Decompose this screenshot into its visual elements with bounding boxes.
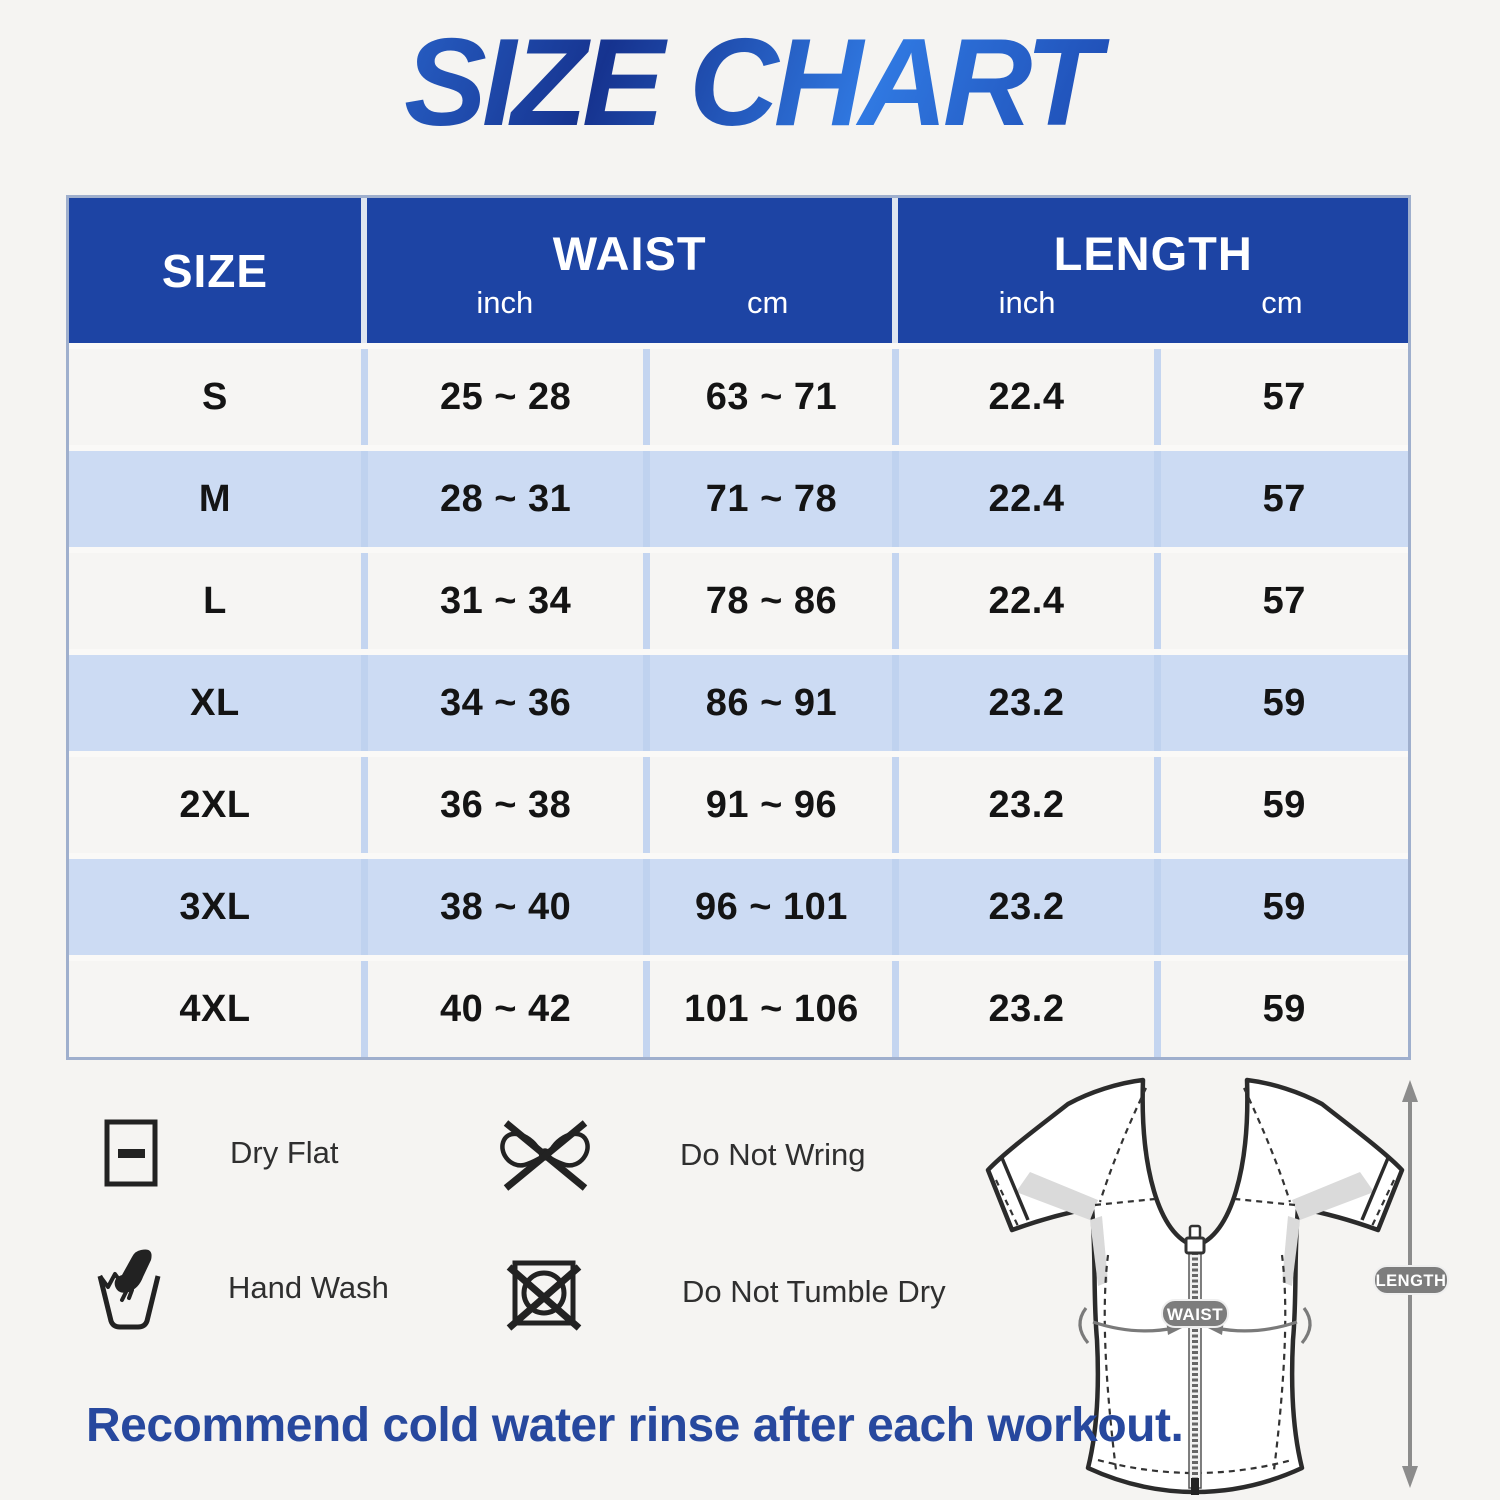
cell-length-cm: 59 <box>1154 961 1408 1057</box>
care-item-dry-flat <box>102 1118 339 1188</box>
cell-size: 4XL <box>179 987 251 1030</box>
table-row-l <box>69 547 1408 649</box>
cell-waist-cm: 86 ~ 91 <box>643 655 892 751</box>
length-pill <box>1374 1266 1448 1294</box>
cell-length-inch: 22.4 <box>892 451 1153 547</box>
length-units <box>898 284 1408 320</box>
cell-size: S <box>202 375 228 418</box>
cell-waist-inch: 36 ~ 38 <box>361 757 644 853</box>
waist-units <box>367 284 893 320</box>
zipper <box>1186 1226 1204 1495</box>
waist-unit-inch: inch <box>476 284 534 320</box>
footer-note: Recommend cold water rinse after each workout. <box>86 1399 1184 1452</box>
cell-length-inch: 23.2 <box>892 655 1153 751</box>
cell-waist-inch: 31 ~ 34 <box>361 553 644 649</box>
cell-length-cm: 59 <box>1154 757 1408 853</box>
cell-length-inch: 22.4 <box>892 349 1153 445</box>
length-pill-label: LENGTH <box>1375 1272 1447 1290</box>
waist-group-label: WAIST <box>552 226 707 280</box>
cell-waist-inch: 25 ~ 28 <box>361 349 644 445</box>
hand-wash-icon <box>96 1246 162 1330</box>
do-not-tumble-dry-icon <box>506 1252 582 1332</box>
size-table-header <box>69 198 1408 343</box>
dry-flat-icon <box>102 1118 160 1188</box>
care-label: Do Not Tumble Dry <box>682 1274 946 1309</box>
header-waist <box>361 198 893 343</box>
care-item-do-not-wring <box>492 1116 866 1194</box>
table-row-s <box>69 343 1408 445</box>
cell-size: 2XL <box>179 783 251 826</box>
cell-waist-inch: 40 ~ 42 <box>361 961 644 1057</box>
cell-length-cm: 57 <box>1154 451 1408 547</box>
care-label: Dry Flat <box>230 1135 339 1170</box>
cell-waist-cm: 101 ~ 106 <box>643 961 892 1057</box>
header-size: SIZE <box>161 244 269 297</box>
page-title: SIZE CHART <box>0 14 1500 153</box>
care-label: Do Not Wring <box>680 1137 866 1172</box>
cell-length-cm: 59 <box>1154 655 1408 751</box>
length-unit-cm: cm <box>1261 284 1303 320</box>
waist-unit-cm: cm <box>746 284 789 320</box>
cell-waist-cm: 71 ~ 78 <box>643 451 892 547</box>
care-item-do-not-tumble-dry <box>506 1252 946 1332</box>
cell-length-cm: 57 <box>1154 349 1408 445</box>
cell-waist-inch: 28 ~ 31 <box>361 451 644 547</box>
cell-length-cm: 59 <box>1154 859 1408 955</box>
do-not-wring-icon <box>492 1116 598 1194</box>
cell-size: M <box>198 477 232 520</box>
care-item-hand-wash <box>96 1246 389 1330</box>
cell-waist-cm: 91 ~ 96 <box>643 757 892 853</box>
cell-length-cm: 57 <box>1154 553 1408 649</box>
waist-pill-label: WAIST <box>1166 1305 1224 1324</box>
cell-length-inch: 22.4 <box>892 553 1153 649</box>
cell-waist-cm: 78 ~ 86 <box>643 553 892 649</box>
care-label: Hand Wash <box>228 1270 389 1305</box>
table-row-3xl <box>69 853 1408 955</box>
size-table-body <box>69 343 1408 1057</box>
cell-waist-inch: 38 ~ 40 <box>361 859 644 955</box>
cell-length-inch: 23.2 <box>892 961 1153 1057</box>
cell-length-inch: 23.2 <box>892 859 1153 955</box>
cell-size: L <box>203 579 227 622</box>
cell-waist-inch: 34 ~ 36 <box>361 655 644 751</box>
waist-pill <box>1162 1300 1228 1327</box>
size-table <box>66 195 1411 1060</box>
table-row-xl <box>69 649 1408 751</box>
cell-size: XL <box>190 681 240 724</box>
header-length <box>892 198 1408 343</box>
cell-length-inch: 23.2 <box>892 757 1153 853</box>
length-group-label: LENGTH <box>1053 226 1253 280</box>
length-unit-inch: inch <box>998 284 1056 320</box>
table-row-2xl <box>69 751 1408 853</box>
cell-size: 3XL <box>179 885 251 928</box>
table-row-m <box>69 445 1408 547</box>
cell-waist-cm: 63 ~ 71 <box>643 349 892 445</box>
cell-waist-cm: 96 ~ 101 <box>643 859 892 955</box>
